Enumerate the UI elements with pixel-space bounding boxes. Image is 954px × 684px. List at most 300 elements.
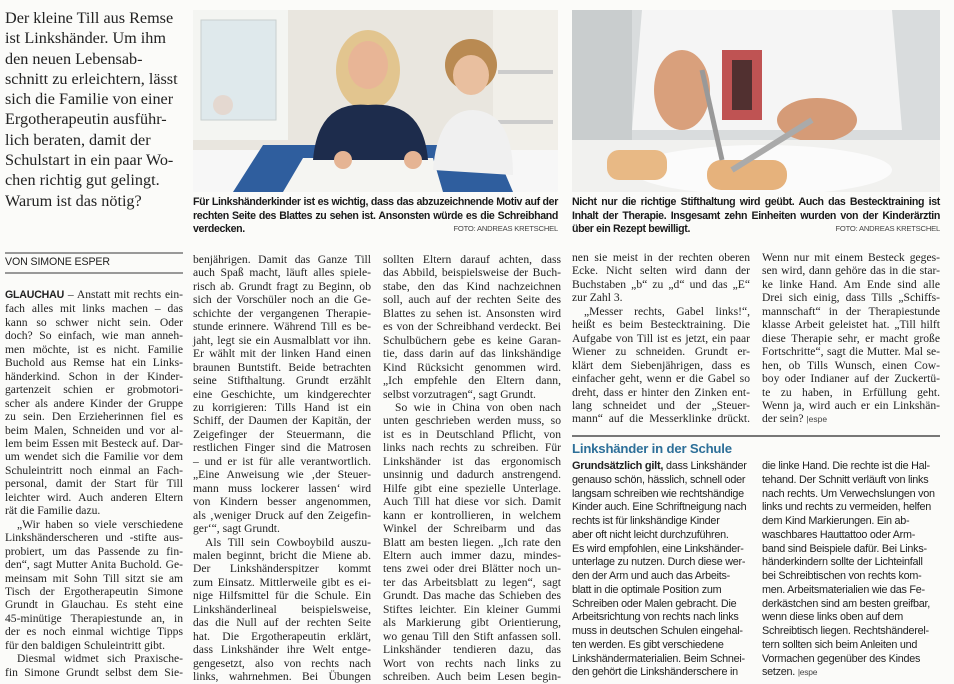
article-line: [5, 477, 183, 490]
line-text: Schuleintritt noch einmal an Fach-: [5, 463, 183, 477]
infobox-column-1: [572, 460, 754, 680]
article-line: [5, 424, 183, 437]
photo-therapist-with-child: [193, 10, 558, 192]
article-line: [5, 288, 183, 302]
infobox-lead: Grundsätzlich gilt,: [572, 460, 664, 472]
line-text: als ‚weniger Druck auf den Zeigefin-: [193, 508, 371, 522]
line-text: kann so schwer nicht sein. Oder: [5, 315, 183, 329]
line-text: genauso schön, hässlich, schnell oder: [572, 473, 746, 486]
article-line: [5, 612, 183, 625]
intro-line: Warum ist das nötig?: [5, 191, 142, 210]
line-text: bei Schreibtischen von rechts kom-: [762, 570, 922, 582]
article-line: [193, 253, 371, 266]
line-text: auch Spaß macht, läuft alles spiele-: [193, 266, 371, 280]
line-text: einfacher geht, wenn er die Gabel so: [572, 372, 750, 386]
infobox-top-rule: [572, 435, 940, 437]
article-line: [5, 302, 183, 315]
article-column-3: [383, 253, 561, 684]
article-column-1: [5, 288, 183, 679]
line-text: ist es in Deutschland Pflicht, von: [383, 427, 561, 441]
line-text: blatt in die optimale Position zum: [572, 583, 722, 596]
article-line: [572, 305, 750, 318]
line-text: ten werden. Es gibt verschiedene: [572, 638, 724, 651]
line-text: Tisch der Ergotherapeutin Simone: [5, 584, 183, 598]
article-line: [383, 441, 561, 454]
article-line: [193, 455, 371, 468]
line-text: „Ich empfehle den Eltern dann,: [383, 374, 561, 388]
line-text: Als Till sein Cowboybild auszu-: [205, 535, 371, 549]
line-text: Es wird empfohlen, eine Linkshänder-: [572, 542, 744, 555]
line-text: Linkshänderscheren und -stifte aus-: [5, 531, 183, 545]
photo-credit: FOTO: ANDREAS KRETSCHEL: [453, 224, 558, 234]
infobox-line: [762, 515, 944, 529]
article-line: [572, 359, 750, 372]
line-text: tie, dass darin auf das linkshändige: [383, 347, 561, 361]
caption-line: Nicht nur die richtige Stifthaltung wird geübt. Auch das Bestecktraining ist: [572, 196, 940, 208]
author-tag: |espe: [806, 414, 828, 425]
infobox-column-2: [762, 460, 944, 680]
line-text: soll, auch auf der rechten Seite des: [383, 293, 561, 307]
article-line: [5, 410, 183, 423]
line-text: beim Malen, Schneiden und vor al-: [5, 423, 183, 437]
article-line: [762, 412, 940, 426]
line-text: Der Linkshänderspitzer kommt: [193, 562, 371, 576]
line-text: Hilfe gibt eine spezielle Unterlage.: [383, 481, 561, 495]
infobox-line: [762, 529, 944, 543]
line-text: „Eine Anweisung wie ‚der Steuer-: [193, 468, 371, 482]
line-text: Wort von rechts nach links zu: [383, 656, 561, 670]
line-text: Stiftes leichter. Ein kleiner Gummi: [383, 602, 561, 616]
photo-credit: FOTO: ANDREAS KRETSCHEL: [835, 224, 940, 234]
line-text: Grundt in Glauchau. Es steht eine: [5, 598, 183, 612]
line-text: nach rechts. Um Verwechslungen von: [762, 487, 935, 500]
line-text: ke linke Hand. Am Ende sind alle: [762, 277, 940, 291]
article-line: [572, 291, 750, 304]
article-column-4: [572, 251, 750, 426]
article-line: [193, 670, 371, 683]
line-text: mann“ auf die Messerklinke drückt.: [572, 412, 750, 426]
article-line: [383, 630, 561, 643]
infobox-line: [572, 543, 754, 557]
article-line: [383, 401, 561, 414]
line-text: Vormachen gegenüber des Kindes: [762, 652, 921, 665]
infobox-line: [762, 556, 944, 570]
line-text: doch? So einfach, wie man anneh-: [5, 329, 183, 343]
article-line: [383, 562, 561, 575]
line-text: So wie in China von oben nach: [395, 400, 561, 414]
line-text: nen sie meist in der rechten oberen: [572, 251, 750, 264]
article-line: [762, 278, 940, 291]
divider: [5, 272, 183, 274]
article-line: [383, 576, 561, 589]
line-text: Arbeitsrichtung von rechts nach links: [572, 611, 739, 624]
line-text: für den baldigen Schuleintritt gibt.: [5, 638, 166, 652]
line-text: tens zwei oder drei Blätter noch un-: [383, 562, 561, 576]
photo-cutlery-training: [572, 10, 940, 192]
infobox-line: [762, 570, 944, 584]
infobox-line: [762, 460, 944, 474]
line-text: dreht, dass er hinter den Zinken ent-: [572, 385, 750, 399]
line-text: gartenzeit schien er grobmotori-: [5, 383, 183, 397]
line-text: braunen Buntstift. Beide betrachten: [193, 360, 371, 374]
article-line: [383, 307, 561, 320]
article-line: [5, 450, 183, 463]
infobox-line: [572, 584, 754, 598]
line-text: es von der Schreibhand verdeckt. Bei: [383, 320, 561, 334]
line-text: händerkind. Schon in der Kinder-: [5, 369, 183, 383]
article-line: [193, 374, 371, 387]
article-line: [383, 482, 561, 495]
line-text: – Anstatt mit rechts ein-: [64, 288, 183, 301]
article-line: [383, 603, 561, 616]
article-line: [193, 522, 371, 535]
line-text: seine Stifthaltung. Grundt erzählt: [193, 374, 371, 388]
line-text: mannschaft“ in der Therapiestunde: [762, 304, 940, 318]
line-text: wo genau Till den Stift anfassen soll.: [383, 629, 561, 643]
line-text: setzen.: [762, 666, 798, 679]
caption-line: über ein Rezept bewilligt.: [572, 223, 691, 236]
article-line: [193, 334, 371, 347]
dateline: GLAUCHAU: [5, 289, 65, 301]
line-text: gengesetzt, also von rechts nach: [193, 656, 371, 670]
article-line: [762, 399, 940, 412]
article-line: [5, 504, 183, 517]
infobox-line: [572, 653, 754, 667]
article-line: [5, 666, 183, 679]
line-text: heißt es beim Bestecktraining. Die: [572, 318, 750, 332]
line-text: Linkshändermaterialien. Beim Schnei-: [572, 652, 745, 665]
line-text: lem beim Essen mit Besteck auf. Dar-: [5, 436, 183, 450]
photo-caption: [193, 196, 558, 237]
line-text: Schulbüchern gebe es keine Garan-: [383, 333, 561, 347]
infobox-line: [762, 598, 944, 612]
line-text: die linke Hand. Die rechte ist die Hal-: [762, 460, 930, 472]
infobox-line: [762, 611, 944, 625]
article-line: [762, 264, 940, 277]
line-text: händerkindern sollte der Lichteinfall: [762, 556, 923, 569]
article-line: [383, 374, 561, 387]
article-line: [383, 536, 561, 549]
intro-line: schnitt zu erleichtern, lässt: [5, 69, 178, 88]
line-text: Schiff, der Daumen der Kapitän, der: [193, 414, 371, 428]
article-line: [193, 266, 371, 279]
article-line: [572, 399, 750, 412]
line-text: hen, ob Tills Wunsch, einen Cow-: [762, 358, 940, 372]
line-text: sollten Eltern darauf achten, dass: [383, 253, 561, 266]
line-text: men möchte, ist es nicht. Familie: [5, 342, 183, 356]
line-text: Wiener zu schneiden. Grundt er-: [572, 345, 750, 359]
infobox-line: [572, 515, 754, 529]
article-line: [193, 388, 371, 401]
line-text: links nach rechts zu schreiben. Für: [383, 441, 561, 455]
article-line: [193, 414, 371, 427]
article-line: [5, 491, 183, 504]
author-tag: |espe: [797, 667, 818, 678]
line-text: dem Kind Markierungen. Ein ab-: [762, 515, 910, 527]
article-column-2: [193, 253, 371, 684]
infobox-line: [762, 584, 944, 598]
article-line: [193, 549, 371, 562]
article-line: [762, 386, 940, 399]
infobox-line: [572, 488, 754, 502]
line-text: ter das Arbeitsblatt zu legen“, sagt: [383, 575, 561, 589]
line-text: wenn diese links oben auf dem: [762, 611, 904, 624]
line-text: Winkel der Schreibarm und das: [383, 522, 561, 536]
article-line: [193, 320, 371, 333]
article-line: [762, 345, 940, 358]
article-line: [762, 332, 940, 345]
caption-line: rechten Seite des Blattes zu sehen ist. Ansonsten würde es die Schreibhand: [193, 209, 558, 222]
article-line: [383, 468, 561, 481]
infobox-line: [572, 570, 754, 584]
line-text: restlichen Finger sind die Matrosen: [193, 441, 371, 455]
therapy-photo-image: [193, 10, 558, 192]
line-text: – und er ist für alle verantwortlich.: [193, 454, 371, 468]
infobox-line: [762, 474, 944, 488]
article-line: [383, 266, 561, 279]
line-text: selbst vorzutragen“, sagt Grundt.: [383, 387, 536, 401]
line-text: fach alles mit links machen – das: [5, 302, 183, 316]
article-line: [193, 280, 371, 293]
article-line: [193, 495, 371, 508]
article-line: [383, 388, 561, 401]
line-text: das die Null auf der rechten Seite: [193, 616, 371, 630]
line-text: personal, damit der Start für Till: [5, 477, 183, 491]
line-text: Linkshänder ist das ergonomisch: [383, 454, 561, 468]
article-line: [383, 509, 561, 522]
article-line: [5, 316, 183, 329]
infobox-line: [572, 639, 754, 653]
article-line: [383, 589, 561, 602]
article-line: [193, 657, 371, 670]
line-text: als Markierung gibt Orientierung,: [383, 616, 561, 630]
article-line: [383, 320, 561, 333]
article-line: [762, 251, 940, 264]
line-text: den der Arm und auch das Arbeits-: [572, 570, 730, 582]
article-line: [572, 264, 750, 277]
article-line: [193, 589, 371, 602]
article-line: [193, 361, 371, 374]
line-text: jaht, legt sie ein Ausmalblatt vor ihn.: [193, 333, 371, 347]
article-line: [193, 643, 371, 656]
line-text: „Wir haben so viele verschiedene: [17, 517, 183, 531]
byline: VON SIMONE ESPER: [5, 256, 110, 268]
line-text: Auch Till hat diese vor sich. Damit: [383, 495, 561, 509]
article-line: [572, 332, 750, 345]
line-text: Grundt. Das mache das Schieben des: [383, 589, 561, 603]
line-text: fin Simone Grundt selbst dem Sie-: [5, 665, 183, 679]
line-text: Buchstaben „b“ zu „d“ und das „E“: [572, 277, 750, 291]
divider: [5, 252, 183, 254]
line-text: meinsam mit Sohn Till sitzt sie am: [5, 571, 183, 585]
infobox-line: [762, 501, 944, 515]
line-text: tern sollten sich beim Anleiten und: [762, 638, 918, 651]
article-line: [762, 359, 940, 372]
intro-line: ist Linkshänder. Um ihm: [5, 29, 166, 48]
line-text: te zu haben, in Erfüllung geht.: [762, 385, 940, 399]
article-line: [193, 468, 371, 481]
article-line: [383, 253, 561, 266]
article-line: [5, 383, 183, 396]
line-text: links und rechts zu vermeiden, helfen: [762, 501, 931, 514]
line-text: rechts ist für linkshändige Kinder: [572, 515, 720, 527]
infobox-line: [572, 625, 754, 639]
article-line: [5, 356, 183, 369]
line-text: den gehört die Linkshänderschere in: [572, 666, 738, 679]
article-line: [5, 370, 183, 383]
line-text: derkästchen sind am besten greifbar,: [762, 597, 931, 610]
article-line: [383, 361, 561, 374]
line-text: men. Arbeitsmaterialien wie das Fe-: [762, 583, 925, 596]
infobox-line: [572, 501, 754, 515]
article-line: [383, 643, 561, 656]
line-text: Schreibtisch liegen. Rechtshänderel-: [762, 625, 929, 637]
line-text: leichter wird. Auch anderen Eltern: [5, 490, 183, 504]
line-text: von Kindern besser angenommen,: [193, 495, 371, 509]
line-text: um wendet sich die Familie vor dem: [5, 450, 183, 464]
article-line: [193, 482, 371, 495]
article-line: [383, 414, 561, 427]
article-line: [193, 576, 371, 589]
line-text: Ecke. Nicht selten wird dann der: [572, 264, 750, 278]
article-line: [383, 616, 561, 629]
line-text: diese Therapie sehr, er macht große: [762, 331, 940, 345]
infobox-line: [572, 598, 754, 612]
article-line: [383, 455, 561, 468]
article-line: [193, 401, 371, 414]
line-text: „Messer rechts, Gabel links!“,: [584, 304, 750, 318]
line-text: Blatt am besten liegen. „Ich rate den: [383, 535, 561, 549]
intro-line: Schulstart in ein paar Wo-: [5, 151, 174, 170]
line-text: zu sein. Den Erzieherinnen fiel es: [5, 410, 183, 424]
article-line: [383, 657, 561, 670]
line-text: 45-minütige Therapiestunde an, in: [5, 611, 183, 625]
line-text: malen beginnt, bricht die Miene ab.: [193, 548, 371, 562]
infobox-line: [572, 556, 754, 570]
article-line: [383, 670, 561, 683]
line-text: Schreiben oder Malen gebracht. Die: [572, 597, 737, 610]
article-line: [383, 549, 561, 562]
infobox-line: [572, 529, 754, 543]
line-text: stunde erinnere. Während Till es be-: [193, 320, 371, 334]
infobox-line: [762, 488, 944, 502]
line-text: Blattes zu sehen ist. Ansonsten wird: [383, 306, 561, 320]
line-text: Aufgabe von Till ist es jetzt, ein paar: [572, 331, 750, 345]
line-text: rät die Familie dazu.: [5, 504, 101, 518]
article-line: [572, 386, 750, 399]
article-line: [572, 345, 750, 358]
line-text: klärt dem Siebenjährigen, dass es: [572, 358, 750, 372]
line-text: den“, sagt Mutter Anita Buchold. Ge-: [5, 558, 183, 572]
line-text: muss in deutschen Schulen eingehal-: [572, 625, 743, 637]
caption-line: Inhalt der Therapie. Insgesamt zehn Einheiten wurden von der Kinderärztin: [572, 209, 940, 222]
line-text: Linkshänderlineal beispielsweise,: [193, 602, 371, 616]
line-text: probiert, um das Passende zu fin-: [5, 544, 183, 558]
line-text: Buchold aus Remse hat ein Links-: [5, 356, 183, 370]
infobox-line: [762, 666, 944, 680]
photo-caption: [572, 196, 940, 237]
article-line: [572, 412, 750, 425]
article-line: [383, 280, 561, 293]
article-line: [5, 598, 183, 611]
line-text: risch ab. Grundt fragt zu Beginn, ob: [193, 279, 371, 293]
line-text: scher als andere Kinder der Gruppe: [5, 396, 183, 410]
line-text: tehand. Der Schnitt verläuft von links: [762, 473, 929, 486]
cutlery-photo-image: [572, 10, 940, 192]
article-intro: [5, 8, 187, 211]
article-line: [5, 464, 183, 477]
line-text: Kind Rücksicht genommen wird.: [383, 360, 561, 374]
line-text: Diesmal widmet sich Praxische-: [17, 652, 183, 666]
line-text: Er wählt mit der linken Hand einen: [193, 347, 371, 361]
line-text: sen wird, dann gehöre das in die star-: [762, 264, 940, 278]
article-line: [383, 334, 561, 347]
line-text: dass Linkshänder ihre Welt entge-: [193, 643, 371, 657]
article-line: [193, 347, 371, 360]
infobox-line: [762, 653, 944, 667]
article-line: [5, 558, 183, 571]
article-line: [193, 428, 371, 441]
line-text: das Abbild, beispielsweise der Buch-: [383, 266, 561, 280]
line-text: hat. Die Ergotherapeutin erklärt,: [193, 629, 371, 643]
article-line: [383, 293, 561, 306]
article-line: [193, 630, 371, 643]
line-text: Kinder auch. Eine Schriftneigung nach: [572, 501, 747, 514]
line-text: zum Einsatz. Mittlerweile gibt es ei-: [193, 575, 371, 589]
caption-line: Für Linkshänderkinder ist es wichtig, dass das abzuzeichnende Motiv auf der: [193, 196, 558, 208]
line-text: Wenn ja, wird auch er ein Linkshän-: [762, 398, 940, 412]
article-line: [572, 372, 750, 385]
article-line: [572, 278, 750, 291]
line-text: Wenn nur mit einem Besteck geges-: [762, 251, 940, 264]
infobox-line: [572, 460, 754, 474]
article-line: [5, 329, 183, 342]
line-text: dass Linkshänder: [663, 460, 747, 472]
line-text: benjährigen. Damit das Ganze Till: [193, 253, 371, 266]
line-text: aber oft nicht leicht durchzuführen.: [572, 528, 729, 541]
line-text: unterlage zu nutzen. Durch diese wer-: [572, 556, 746, 569]
article-column-5: [762, 251, 940, 427]
line-text: mann muss lockerer lassen‘ wird: [193, 481, 371, 495]
line-text: Drei sich einig, dass Tills „Schiffs-: [762, 291, 940, 305]
article-line: [762, 305, 940, 318]
infobox-title: Linkshänder in der Schule: [572, 441, 732, 456]
article-line: [383, 428, 561, 441]
intro-line: lich beraten, damit der: [5, 130, 151, 149]
infobox-line: [762, 625, 944, 639]
intro-line: chen richtig gut gelingt.: [5, 171, 160, 190]
line-text: kann er kontrollieren, in welchem: [383, 508, 561, 522]
line-text: langsam schreiben wie rechtshändige: [572, 487, 744, 500]
article-line: [383, 522, 561, 535]
line-text: schichte der vergangenen Therapie-: [193, 306, 371, 320]
article-line: [193, 509, 371, 522]
caption-line: verdecken.: [193, 223, 245, 236]
line-text: unsinnig und dadurch anstrengend.: [383, 468, 561, 482]
line-text: links, wahrnehmen. Bei Übungen: [193, 670, 371, 684]
intro-line: Der kleine Till aus Remse: [5, 9, 174, 27]
line-text: Zeigefinger der Steuermann, die: [193, 427, 371, 441]
article-line: [5, 437, 183, 450]
intro-line: den neuen Lebensab-: [5, 49, 143, 68]
line-text: klasse Arbeit geleistet hat. „Till hilft: [762, 318, 940, 332]
line-text: waschbares Hauttattoo oder Arm-: [762, 528, 916, 541]
line-text: eine Geschichte, um kindgerechter: [193, 387, 371, 401]
article-line: [193, 616, 371, 629]
infobox-line: [572, 666, 754, 680]
infobox-line: [572, 474, 754, 488]
line-text: zu korrigieren: Tills Hand ist ein: [193, 400, 371, 414]
